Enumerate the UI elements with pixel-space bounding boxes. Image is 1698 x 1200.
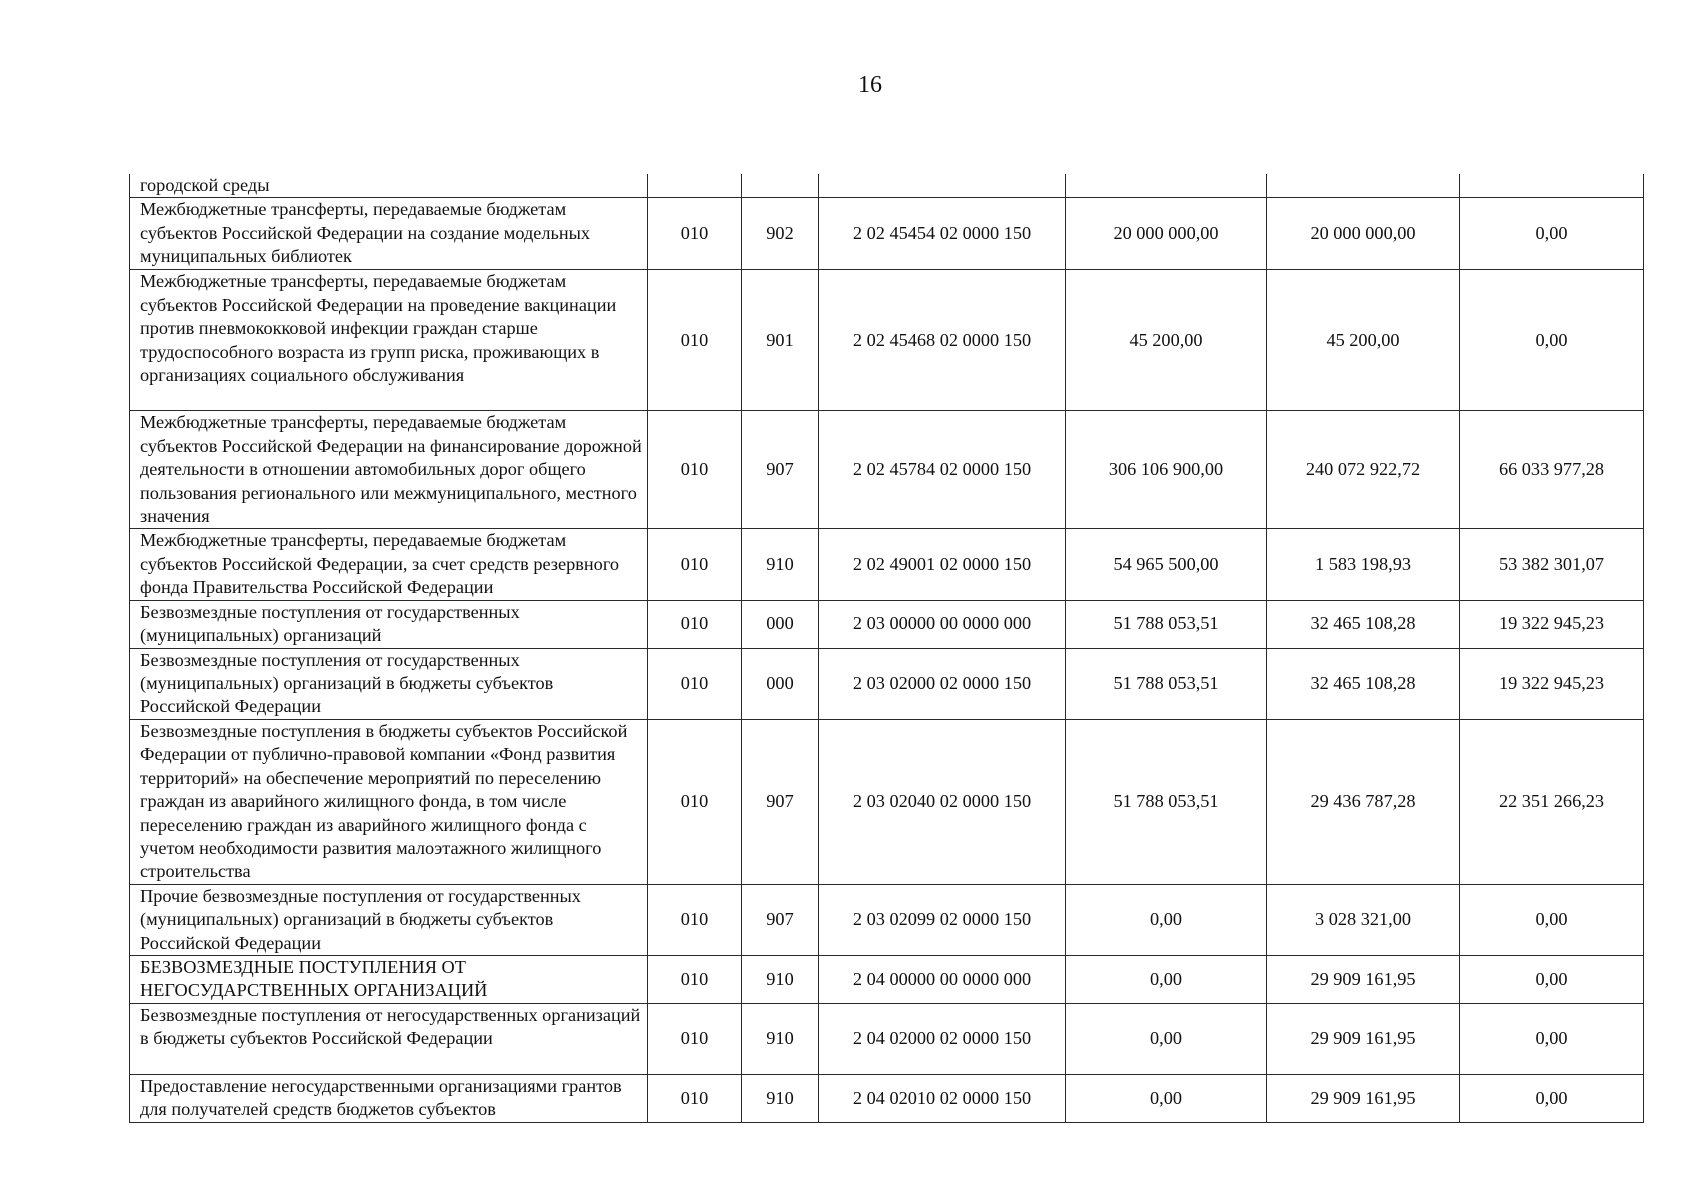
budget-classification-code-cell: 2 03 00000 00 0000 000 xyxy=(819,600,1066,648)
budget-classification-code-cell: 2 02 45454 02 0000 150 xyxy=(819,198,1066,270)
table-row xyxy=(130,884,1644,955)
planned-amount-cell xyxy=(1066,174,1267,198)
table-row xyxy=(130,198,1644,270)
remaining-amount-cell: 0,00 xyxy=(1460,884,1644,955)
admin-code-cell: 010 xyxy=(648,600,742,648)
admin-code-cell: 010 xyxy=(648,529,742,600)
grbs-code-cell: 910 xyxy=(742,1003,819,1074)
budget-classification-code-cell: 2 04 00000 00 0000 000 xyxy=(819,955,1066,1003)
budget-classification-code-cell: 2 03 02040 02 0000 150 xyxy=(819,719,1066,884)
admin-code-cell: 010 xyxy=(648,884,742,955)
budget-classification-code-cell xyxy=(819,174,1066,198)
grbs-code-cell: 000 xyxy=(742,600,819,648)
admin-code-cell: 010 xyxy=(648,270,742,411)
grbs-code-cell: 907 xyxy=(742,884,819,955)
remaining-amount-cell: 19 322 945,23 xyxy=(1460,648,1644,719)
executed-amount-cell: 29 909 161,95 xyxy=(1267,955,1460,1003)
table-row xyxy=(130,411,1644,529)
remaining-amount-cell: 22 351 266,23 xyxy=(1460,719,1644,884)
grbs-code-cell: 000 xyxy=(742,648,819,719)
table-row xyxy=(130,529,1644,600)
budget-classification-code-cell: 2 03 02099 02 0000 150 xyxy=(819,884,1066,955)
remaining-amount-cell: 0,00 xyxy=(1460,198,1644,270)
planned-amount-cell: 0,00 xyxy=(1066,955,1267,1003)
admin-code-cell: 010 xyxy=(648,411,742,529)
executed-amount-cell: 45 200,00 xyxy=(1267,270,1460,411)
revenue-name-cell: Безвозмездные поступления от негосударственных организаций в бюджеты субъектов Российской Федерации xyxy=(130,1003,648,1074)
revenue-name-cell: городской среды xyxy=(130,174,648,198)
executed-amount-cell: 3 028 321,00 xyxy=(1267,884,1460,955)
planned-amount-cell: 51 788 053,51 xyxy=(1066,600,1267,648)
grbs-code-cell: 901 xyxy=(742,270,819,411)
budget-classification-code-cell: 2 03 02000 02 0000 150 xyxy=(819,648,1066,719)
planned-amount-cell: 0,00 xyxy=(1066,1074,1267,1122)
table-row xyxy=(130,600,1644,648)
grbs-code-cell xyxy=(742,174,819,198)
planned-amount-cell: 0,00 xyxy=(1066,1003,1267,1074)
executed-amount-cell: 1 583 198,93 xyxy=(1267,529,1460,600)
planned-amount-cell: 0,00 xyxy=(1066,884,1267,955)
admin-code-cell: 010 xyxy=(648,719,742,884)
budget-classification-code-cell: 2 04 02000 02 0000 150 xyxy=(819,1003,1066,1074)
table-row xyxy=(130,1003,1644,1074)
remaining-amount-cell: 0,00 xyxy=(1460,1003,1644,1074)
budget-classification-code-cell: 2 02 45784 02 0000 150 xyxy=(819,411,1066,529)
grbs-code-cell: 907 xyxy=(742,411,819,529)
remaining-amount-cell: 19 322 945,23 xyxy=(1460,600,1644,648)
planned-amount-cell: 54 965 500,00 xyxy=(1066,529,1267,600)
admin-code-cell xyxy=(648,174,742,198)
admin-code-cell: 010 xyxy=(648,955,742,1003)
table-row xyxy=(130,1074,1644,1122)
remaining-amount-cell xyxy=(1460,174,1644,198)
revenue-name-cell: Межбюджетные трансферты, передаваемые бюджетам субъектов Российской Федерации, за счет средств резервного фонда Правительства Российской Федерации xyxy=(130,529,648,600)
executed-amount-cell: 32 465 108,28 xyxy=(1267,648,1460,719)
table-row xyxy=(130,955,1644,1003)
grbs-code-cell: 910 xyxy=(742,529,819,600)
executed-amount-cell: 29 909 161,95 xyxy=(1267,1003,1460,1074)
grbs-code-cell: 910 xyxy=(742,1074,819,1122)
revenue-name-cell: Безвозмездные поступления от государственных (муниципальных) организаций в бюджеты субъектов Российской Федерации xyxy=(130,648,648,719)
admin-code-cell: 010 xyxy=(648,198,742,270)
admin-code-cell: 010 xyxy=(648,1074,742,1122)
revenue-name-cell: Межбюджетные трансферты, передаваемые бюджетам субъектов Российской Федерации на проведение вакцинации против пневмококковой инфекции граждан старше трудоспособного возраста из групп риска, проживающих в организациях социального обслуживания xyxy=(130,270,648,411)
table-row xyxy=(130,719,1644,884)
planned-amount-cell: 20 000 000,00 xyxy=(1066,198,1267,270)
planned-amount-cell: 45 200,00 xyxy=(1066,270,1267,411)
remaining-amount-cell: 0,00 xyxy=(1460,1074,1644,1122)
executed-amount-cell: 32 465 108,28 xyxy=(1267,600,1460,648)
budget-classification-code-cell: 2 04 02010 02 0000 150 xyxy=(819,1074,1066,1122)
executed-amount-cell xyxy=(1267,174,1460,198)
page-number: 16 xyxy=(858,72,882,98)
budget-revenue-table xyxy=(129,174,1644,1123)
table-row xyxy=(130,270,1644,411)
executed-amount-cell: 240 072 922,72 xyxy=(1267,411,1460,529)
revenue-name-cell: БЕЗВОЗМЕЗДНЫЕ ПОСТУПЛЕНИЯ ОТ НЕГОСУДАРСТВЕННЫХ ОРГАНИЗАЦИЙ xyxy=(130,955,648,1003)
table-row xyxy=(130,174,1644,198)
revenue-name-cell: Безвозмездные поступления от государственных (муниципальных) организаций xyxy=(130,600,648,648)
grbs-code-cell: 910 xyxy=(742,955,819,1003)
grbs-code-cell: 902 xyxy=(742,198,819,270)
executed-amount-cell: 29 436 787,28 xyxy=(1267,719,1460,884)
executed-amount-cell: 29 909 161,95 xyxy=(1267,1074,1460,1122)
admin-code-cell: 010 xyxy=(648,1003,742,1074)
admin-code-cell: 010 xyxy=(648,648,742,719)
remaining-amount-cell: 66 033 977,28 xyxy=(1460,411,1644,529)
revenue-name-cell: Безвозмездные поступления в бюджеты субъектов Российской Федерации от публично-правовой компании «Фонд развития территорий» на обеспечение мероприятий по переселению граждан из аварийного жилищного фонда, в том числе переселению граждан из аварийного жилищного фонда с учетом необходимости развития малоэтажного жилищного строительства xyxy=(130,719,648,884)
revenue-name-cell: Межбюджетные трансферты, передаваемые бюджетам субъектов Российской Федерации на создание модельных муниципальных библиотек xyxy=(130,198,648,270)
grbs-code-cell: 907 xyxy=(742,719,819,884)
table-row xyxy=(130,648,1644,719)
remaining-amount-cell: 53 382 301,07 xyxy=(1460,529,1644,600)
planned-amount-cell: 51 788 053,51 xyxy=(1066,648,1267,719)
budget-classification-code-cell: 2 02 45468 02 0000 150 xyxy=(819,270,1066,411)
executed-amount-cell: 20 000 000,00 xyxy=(1267,198,1460,270)
remaining-amount-cell: 0,00 xyxy=(1460,955,1644,1003)
planned-amount-cell: 306 106 900,00 xyxy=(1066,411,1267,529)
revenue-name-cell: Прочие безвозмездные поступления от государственных (муниципальных) организаций в бюджеты субъектов Российской Федерации xyxy=(130,884,648,955)
planned-amount-cell: 51 788 053,51 xyxy=(1066,719,1267,884)
revenue-name-cell: Межбюджетные трансферты, передаваемые бюджетам субъектов Российской Федерации на финансирование дорожной деятельности в отношении автомобильных дорог общего пользования регионального или межмуниципального, местного значения xyxy=(130,411,648,529)
remaining-amount-cell: 0,00 xyxy=(1460,270,1644,411)
revenue-name-cell: Предоставление негосударственными организациями грантов для получателей средств бюджетов субъектов xyxy=(130,1074,648,1122)
budget-classification-code-cell: 2 02 49001 02 0000 150 xyxy=(819,529,1066,600)
